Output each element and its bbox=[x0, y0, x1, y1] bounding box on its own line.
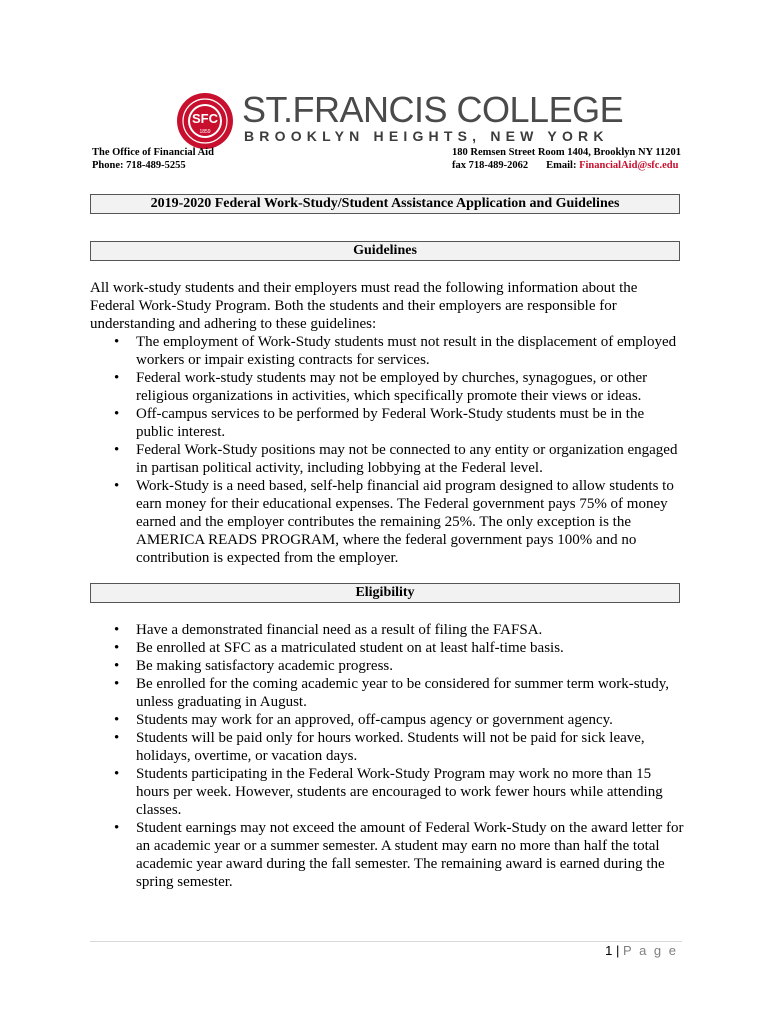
bullet-icon: • bbox=[114, 658, 120, 674]
email-label: Email: bbox=[546, 160, 577, 171]
list-item: • Off-campus services to be performed by Federal Work-Study students must be in the public interest. bbox=[114, 406, 645, 440]
document-title: 2019-2020 Federal Work-Study/Student Assistance Application and Guidelines bbox=[90, 194, 680, 214]
list-item: • Be enrolled for the coming academic year to be considered for summer term work-study, unless graduating in August. bbox=[114, 676, 670, 710]
list-item: • Students will be paid only for hours worked. Students will not be paid for sick leave, holidays, overtime, or vacation days. bbox=[114, 730, 645, 764]
office-contact bbox=[92, 146, 214, 172]
page-separator: | bbox=[616, 943, 620, 958]
page-footer bbox=[605, 943, 678, 958]
email-link[interactable]: FinancialAid@sfc.edu bbox=[579, 160, 679, 171]
college-wordmark: ST.FRANCIS COLLEGE bbox=[242, 89, 624, 130]
college-seal-icon bbox=[176, 92, 234, 150]
bullet-icon: • bbox=[114, 676, 120, 692]
guidelines-intro: All work-study students and their employers must read the following information about the Federal Work-Study Program. Both the students and their employers are responsible for understanding and adhering to these guidelines: bbox=[90, 280, 638, 332]
list-item: • The employment of Work-Study students must not result in the displacement of employed workers or impair existing contracts for services. bbox=[114, 334, 677, 368]
office-fax: fax 718-489-2062 bbox=[452, 160, 529, 171]
list-item: • Be making satisfactory academic progress. bbox=[114, 658, 393, 674]
seal-year: 1859 bbox=[199, 129, 211, 135]
seal-monogram: SFC bbox=[192, 111, 218, 126]
bullet-icon: • bbox=[114, 334, 120, 350]
office-address-block bbox=[452, 146, 681, 172]
bullet-icon: • bbox=[114, 442, 120, 458]
bullet-icon: • bbox=[114, 622, 120, 638]
guidelines-heading: Guidelines bbox=[90, 241, 680, 261]
eligibility-list bbox=[90, 621, 685, 891]
list-item: • Have a demonstrated financial need as a result of filing the FAFSA. bbox=[114, 622, 543, 638]
office-name: The Office of Financial Aid bbox=[92, 147, 214, 158]
bullet-icon: • bbox=[114, 730, 120, 746]
college-tagline: BROOKLYN HEIGHTS, NEW YORK bbox=[244, 128, 609, 144]
list-item: • Students participating in the Federal Work-Study Program may work no more than 15 hours per week. However, students are encouraged to work fewer hours while attending classes. bbox=[114, 766, 663, 818]
list-item: • Work-Study is a need based, self-help financial aid program designed to allow students to earn money for their educational expenses. The Federal government pays 75% of money earned and the employer contributes the remaining 25%. The only exception is the AMERICA READS PROGRAM, where the federal government pays 100% and no contribution is expected from the employer. bbox=[114, 478, 674, 566]
office-address: 180 Remsen Street Room 1404, Brooklyn NY 11201 bbox=[452, 147, 682, 158]
guidelines-list bbox=[90, 333, 685, 567]
bullet-icon: • bbox=[114, 406, 120, 422]
list-item: • Federal work-study students may not be employed by churches, synagogues, or other religious organizations in activities, which specifically promote their views or ideas. bbox=[114, 370, 648, 404]
bullet-icon: • bbox=[114, 478, 120, 494]
bullet-icon: • bbox=[114, 370, 120, 386]
list-item: • Federal Work-Study positions may not be connected to any entity or organization engaged in partisan political activity, including lobbying at the Federal level. bbox=[114, 442, 678, 476]
bullet-icon: • bbox=[114, 820, 120, 836]
footer-divider bbox=[90, 941, 682, 942]
page-number: 1 bbox=[605, 943, 613, 958]
college-logo bbox=[176, 89, 624, 144]
page-label: P a g e bbox=[623, 943, 678, 958]
list-item: • Students may work for an approved, off-campus agency or government agency. bbox=[114, 712, 613, 728]
list-item: • Student earnings may not exceed the amount of Federal Work-Study on the award letter for an academic year or a summer semester. A student may earn no more than half the total academic year award during the fall semester. The remaining award is earned during the spring semester. bbox=[114, 820, 684, 890]
office-phone: Phone: 718-489-5255 bbox=[92, 160, 186, 171]
bullet-icon: • bbox=[114, 640, 120, 656]
list-item: • Be enrolled at SFC as a matriculated student on at least half-time basis. bbox=[114, 640, 564, 656]
bullet-icon: • bbox=[114, 766, 120, 782]
eligibility-heading: Eligibility bbox=[90, 583, 680, 603]
fax-email-line bbox=[452, 159, 681, 172]
bullet-icon: • bbox=[114, 712, 120, 728]
